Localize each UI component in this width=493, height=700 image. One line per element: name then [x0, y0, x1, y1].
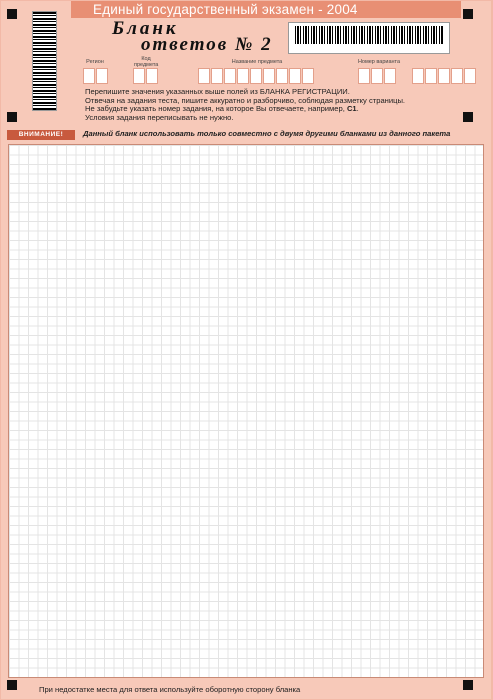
- subject-code-cell[interactable]: [133, 68, 145, 84]
- subject-name-cell[interactable]: [211, 68, 223, 84]
- variant-label: Номер варианта: [357, 59, 401, 65]
- attention-badge: ВНИМАНИЕ!: [7, 130, 75, 140]
- subject-name-cell[interactable]: [289, 68, 301, 84]
- attention-text: Данный бланк использовать только совместно с двумя другими бланками из данного пакета: [83, 129, 451, 138]
- variant-cell[interactable]: [371, 68, 383, 84]
- blank-title: [77, 19, 287, 55]
- extra-cell[interactable]: [451, 68, 463, 84]
- barcode-bars: [295, 26, 443, 44]
- instructions: [85, 88, 405, 123]
- subject-name-label: Название предмета: [231, 59, 283, 65]
- corner-marker-bottom-right: [463, 680, 473, 690]
- subject-name-cell[interactable]: [198, 68, 210, 84]
- corner-marker-top-right: [463, 9, 473, 19]
- subject-code-cell[interactable]: [146, 68, 158, 84]
- region-cell[interactable]: [96, 68, 108, 84]
- subject-name-cell[interactable]: [250, 68, 262, 84]
- vertical-barcode: [32, 11, 57, 111]
- corner-marker-mid-left: [7, 112, 17, 122]
- corner-marker-bottom-left: [7, 680, 17, 690]
- barcode: [288, 22, 450, 54]
- blank-title-line1: Бланк: [112, 18, 179, 39]
- form-header-title: Единый государственный экзамен - 2004: [93, 2, 358, 17]
- variant-cell[interactable]: [358, 68, 370, 84]
- instruction-line-3-prefix: Не забудьте указать номер задания, на которое Вы отвечаете, например,: [85, 104, 347, 114]
- region-cell[interactable]: [83, 68, 95, 84]
- subject-name-cell[interactable]: [302, 68, 314, 84]
- extra-cell[interactable]: [438, 68, 450, 84]
- blank-title-line2: ответов № 2: [141, 34, 273, 55]
- answer-area[interactable]: [8, 144, 484, 678]
- instruction-line-4: Условия задания переписывать не нужно.: [85, 113, 234, 123]
- footer-note: При недостатке места для ответа используйте оборотную сторону бланка: [39, 685, 301, 694]
- region-label: Регион: [86, 59, 104, 65]
- extra-cell[interactable]: [464, 68, 476, 84]
- instruction-line-2: Отвечая на задания теста, пишите аккуратно и разборчиво, соблюдая разметку страницы.: [85, 95, 406, 105]
- subject-name-cell[interactable]: [224, 68, 236, 84]
- subject-name-cell[interactable]: [237, 68, 249, 84]
- instruction-line-1: Перепишите значения указанных выше полей из БЛАНКА РЕГИСТРАЦИИ.: [85, 87, 350, 96]
- extra-cell[interactable]: [425, 68, 437, 84]
- subject-code-label: Код предмета: [134, 56, 159, 68]
- corner-marker-top-left: [7, 9, 17, 19]
- extra-cell[interactable]: [412, 68, 424, 84]
- corner-marker-mid-right: [463, 112, 473, 122]
- variant-cell[interactable]: [384, 68, 396, 84]
- subject-name-cell[interactable]: [263, 68, 275, 84]
- subject-name-cell[interactable]: [276, 68, 288, 84]
- instruction-line-3-suffix: .: [356, 104, 359, 114]
- answer-sheet: [1, 1, 491, 699]
- instruction-example-task: С1: [346, 104, 357, 114]
